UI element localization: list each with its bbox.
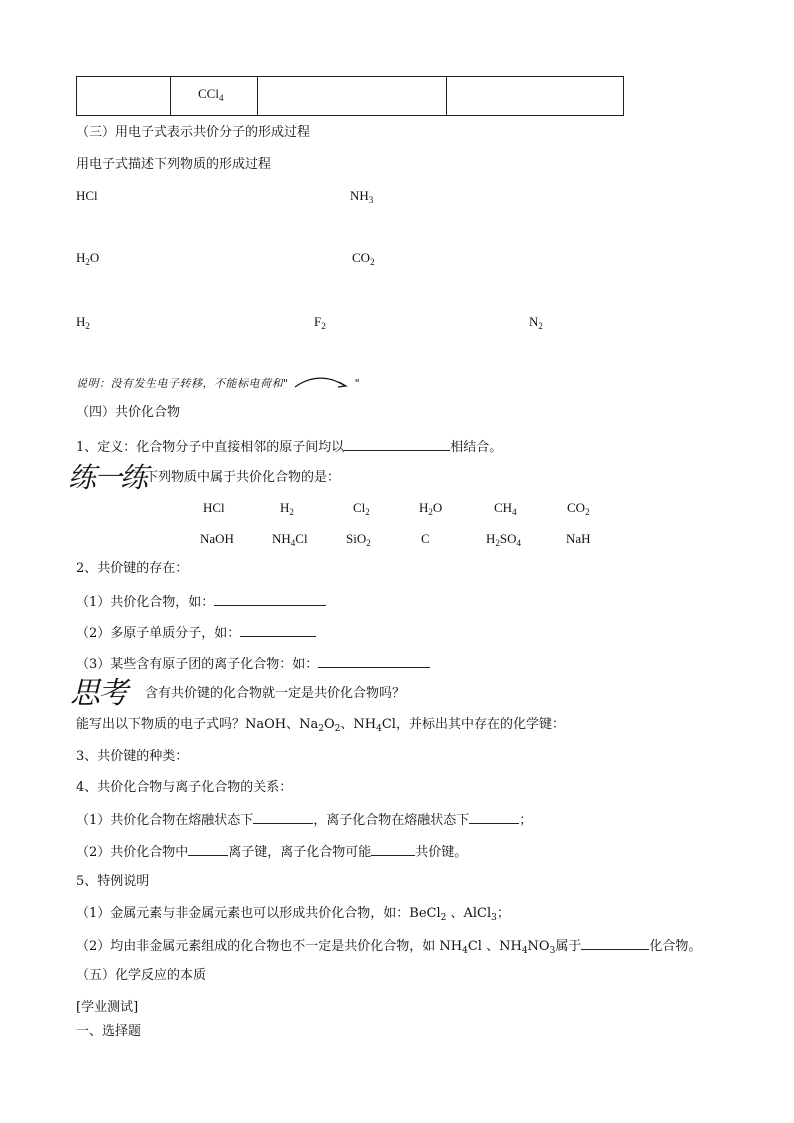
- existence-blank2[interactable]: [240, 624, 316, 637]
- compound-co2: $CO_2$: [567, 500, 590, 517]
- special-blank[interactable]: [581, 937, 649, 950]
- table-cell: [258, 77, 447, 116]
- think-line2: 能写出以下物质的电子式吗？NaOH、$Na_2O_2$、$NH_4Cl$，并标出其中存在的化学键：: [76, 717, 565, 734]
- compound-nh4cl: $NH_4Cl$: [272, 531, 308, 548]
- relation-item1: （1）共价化合物在熔融状态下 ，离子化合物在熔融状态下 ；: [76, 813, 533, 828]
- compound-cl2: $Cl_2$: [353, 500, 370, 517]
- definition-blank[interactable]: [344, 438, 450, 451]
- test-title: [学业测试]: [76, 1000, 139, 1015]
- choice-title: 一、选择题: [76, 1024, 142, 1039]
- compound-naoh: NaOH: [200, 531, 234, 546]
- compound-h2so4: $H_2SO_4$: [486, 531, 522, 548]
- section4-title: （四）共价化合物: [76, 405, 181, 420]
- table-row: [77, 77, 624, 116]
- molecule-co2: $CO_2$: [352, 250, 375, 267]
- compound-ch4: $CH_4$: [494, 500, 517, 517]
- special-item2: （2）均由非金属元素组成的化合物也不一定是共价化合物，如 $NH_4Cl$ 、$NH_4NO_3$属于 化合物。: [76, 939, 702, 956]
- section3-title: （三）用电子式表示共价分子的形成过程: [76, 125, 311, 140]
- compound-c: C: [421, 531, 430, 546]
- molecule-h2o: $H_2O$: [76, 250, 100, 267]
- think-question: 含有共价键的化合物就一定是共价化合物吗？: [145, 686, 406, 701]
- compound-h2o: $H_2O$: [419, 500, 443, 517]
- existence-item2: （2）多原子单质分子，如：: [76, 624, 316, 642]
- practice-badge: 练一练: [68, 461, 147, 494]
- molecule-nh3: $NH_3$: [350, 188, 374, 205]
- table-cell: [77, 77, 171, 116]
- molecule-f2: $F_2$: [314, 314, 326, 331]
- kinds-title: 3、共价键的种类：: [76, 749, 189, 764]
- molecule-n2: $N_2$: [529, 314, 543, 331]
- special-title: 5、特例说明: [76, 874, 150, 889]
- table-cell: [447, 77, 624, 116]
- molecule-hcl: HCl: [76, 188, 98, 203]
- curved-arrow-icon: [293, 374, 351, 390]
- compound-hcl: HCl: [203, 500, 225, 515]
- existence-item3: （3）某些含有原子团的离子化合物：如：: [76, 655, 430, 673]
- note-text: 说明：没有发生电子转移，不能标电荷和" ": [76, 374, 360, 391]
- special-item1: （1）金属元素与非金属元素也可以形成共价化合物，如：BeCl$_2$ 、AlCl$_3$；: [76, 906, 510, 923]
- section5-title: （五）化学反应的本质: [76, 968, 207, 983]
- definition-line: 1、定义：化合物分子中直接相邻的原子间均以 相结合。: [76, 440, 503, 455]
- existence-blank1[interactable]: [214, 593, 326, 606]
- table-cell-ccl4: CCl$_4$: [171, 77, 258, 116]
- relation-blank3[interactable]: [188, 843, 228, 856]
- relation-item2: （2）共价化合物中 离子键，离子化合物可能 共价键。: [76, 845, 468, 860]
- section3-intro: 用电子式描述下列物质的形成过程: [76, 157, 272, 172]
- compound-sio2: SiO$_2$: [346, 531, 371, 548]
- think-badge: 思考: [70, 676, 126, 711]
- relation-blank1[interactable]: [253, 811, 313, 824]
- existence-blank3[interactable]: [318, 655, 430, 668]
- compound-h2: $H_2$: [280, 500, 294, 517]
- molecule-h2: $H_2$: [76, 314, 90, 331]
- relation-title: 4、共价化合物与离子化合物的关系：: [76, 780, 293, 795]
- relation-blank2[interactable]: [469, 811, 519, 824]
- existence-title: 2、共价键的存在：: [76, 561, 189, 576]
- practice-question: 下列物质中属于共价化合物的是：: [145, 470, 341, 485]
- top-table: [76, 76, 624, 116]
- relation-blank4[interactable]: [371, 843, 415, 856]
- existence-item1: （1）共价化合物，如：: [76, 593, 326, 611]
- compound-nah: NaH: [566, 531, 591, 546]
